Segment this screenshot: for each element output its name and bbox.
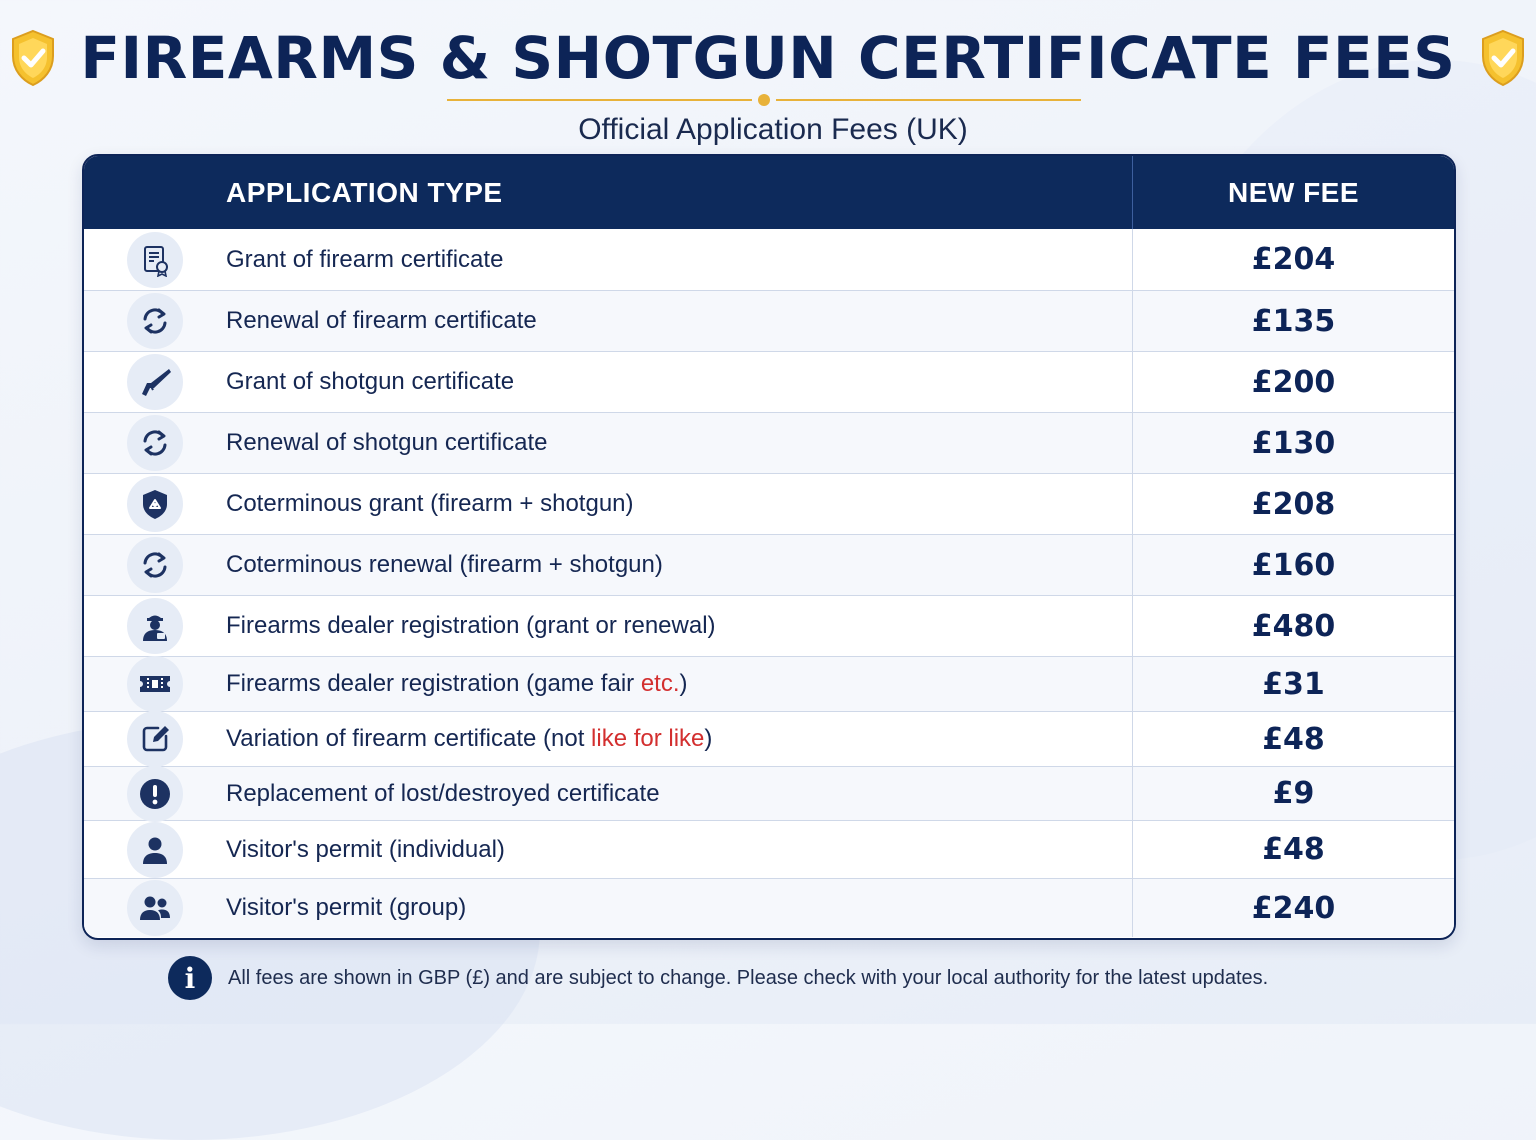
- table-row: [84, 352, 1454, 413]
- edit-icon: [127, 711, 183, 767]
- badge-shield-icon: [127, 476, 183, 532]
- row-icon-cell: [84, 596, 226, 656]
- shield-check-icon: [8, 28, 58, 88]
- table-header: [84, 156, 1454, 229]
- fee-value: £130: [1132, 413, 1454, 473]
- application-type-label: [226, 821, 1132, 878]
- row-icon-cell: [84, 413, 226, 473]
- fees-table: [82, 154, 1456, 940]
- table-row: [84, 229, 1454, 291]
- label-text: Visitor's permit (individual): [226, 835, 505, 863]
- label-text: Variation of firearm certificate (not: [226, 725, 592, 752]
- row-icon-cell: [84, 291, 226, 351]
- row-icon-cell: [84, 657, 226, 711]
- application-type-label: [226, 291, 1132, 351]
- application-type-label: [226, 767, 1132, 820]
- label-text: Grant of shotgun certificate: [226, 368, 515, 395]
- label-text: ): [679, 670, 688, 697]
- fee-value: £204: [1132, 229, 1454, 290]
- table-row: [84, 712, 1454, 767]
- info-icon: i: [168, 956, 212, 1000]
- label-text: Coterminous renewal (firearm + shotgun): [226, 551, 663, 578]
- ticket-icon: [127, 656, 183, 712]
- row-icon-cell: [84, 535, 226, 595]
- fee-value: £9: [1132, 767, 1454, 820]
- application-type-label: [226, 352, 1132, 412]
- application-type-label: [226, 229, 1132, 290]
- column-header-application-type: APPLICATION TYPE: [226, 176, 503, 208]
- renew-icon: [127, 537, 183, 593]
- fee-value: £480: [1132, 596, 1454, 656]
- table-row: [84, 821, 1454, 879]
- footer-text: All fees are shown in GBP (£) and are subject to change. Please check with your local authority for the latest updates.: [228, 966, 1269, 989]
- table-row: [84, 596, 1454, 657]
- group-icon: [127, 880, 183, 936]
- fee-value: £135: [1132, 291, 1454, 351]
- row-icon-cell: [84, 229, 226, 290]
- certificate-icon: [127, 232, 183, 288]
- user-icon: [127, 822, 183, 878]
- fee-value: £48: [1132, 712, 1454, 766]
- row-icon-cell: [84, 767, 226, 820]
- title-divider: [447, 93, 1081, 107]
- row-icon-cell: [84, 879, 226, 937]
- label-text: Renewal of firearm certificate: [226, 307, 537, 334]
- alert-icon: [127, 766, 183, 822]
- table-row: [84, 657, 1454, 712]
- label-text: Firearms dealer registration (grant or renewal): [226, 612, 716, 639]
- application-type-label: [226, 879, 1132, 937]
- row-icon-cell: [84, 821, 226, 878]
- renew-icon: [127, 293, 183, 349]
- shield-check-icon: [1478, 28, 1528, 88]
- label-text: Replacement of lost/destroyed certificate: [226, 779, 660, 807]
- application-type-label: [226, 596, 1132, 656]
- page-title: FIREARMS & SHOTGUN CERTIFICATE FEES: [80, 24, 1456, 92]
- application-type-label: [226, 474, 1132, 534]
- renew-icon: [127, 415, 183, 471]
- table-row: [84, 767, 1454, 821]
- row-icon-cell: [84, 474, 226, 534]
- title-row: [0, 20, 1536, 96]
- table-row: [84, 535, 1454, 596]
- fee-value: £160: [1132, 535, 1454, 595]
- row-icon-cell: [84, 712, 226, 766]
- row-icon-cell: [84, 352, 226, 412]
- label-text: Renewal of shotgun certificate: [226, 429, 548, 456]
- label-text: Coterminous grant (firearm + shotgun): [226, 490, 634, 517]
- application-type-label: [226, 413, 1132, 473]
- fee-value: £240: [1132, 879, 1454, 937]
- fee-value: £48: [1132, 821, 1454, 878]
- table-row: [84, 474, 1454, 535]
- table-row: [84, 879, 1454, 937]
- table-row: [84, 291, 1454, 352]
- application-type-label: [226, 712, 1132, 766]
- label-text: Firearms dealer registration (game fair: [226, 670, 641, 697]
- label-text: Visitor's permit (group): [226, 894, 467, 921]
- application-type-label: [226, 657, 1132, 711]
- highlighted-text: etc.: [640, 670, 680, 697]
- table-row: [84, 413, 1454, 474]
- footer-note: [168, 956, 1268, 1000]
- label-text: ): [704, 725, 713, 752]
- column-header-new-fee: NEW FEE: [1132, 156, 1454, 229]
- page-subtitle: Official Application Fees (UK): [578, 113, 968, 146]
- label-text: Grant of firearm certificate: [226, 245, 504, 273]
- fee-value: £208: [1132, 474, 1454, 534]
- highlighted-text: like for like: [591, 725, 705, 752]
- application-type-label: [226, 535, 1132, 595]
- shotgun-icon: [127, 354, 183, 410]
- fee-value: £31: [1132, 657, 1454, 711]
- dealer-icon: [127, 598, 183, 654]
- fee-value: £200: [1132, 352, 1454, 412]
- table-body: [84, 229, 1454, 937]
